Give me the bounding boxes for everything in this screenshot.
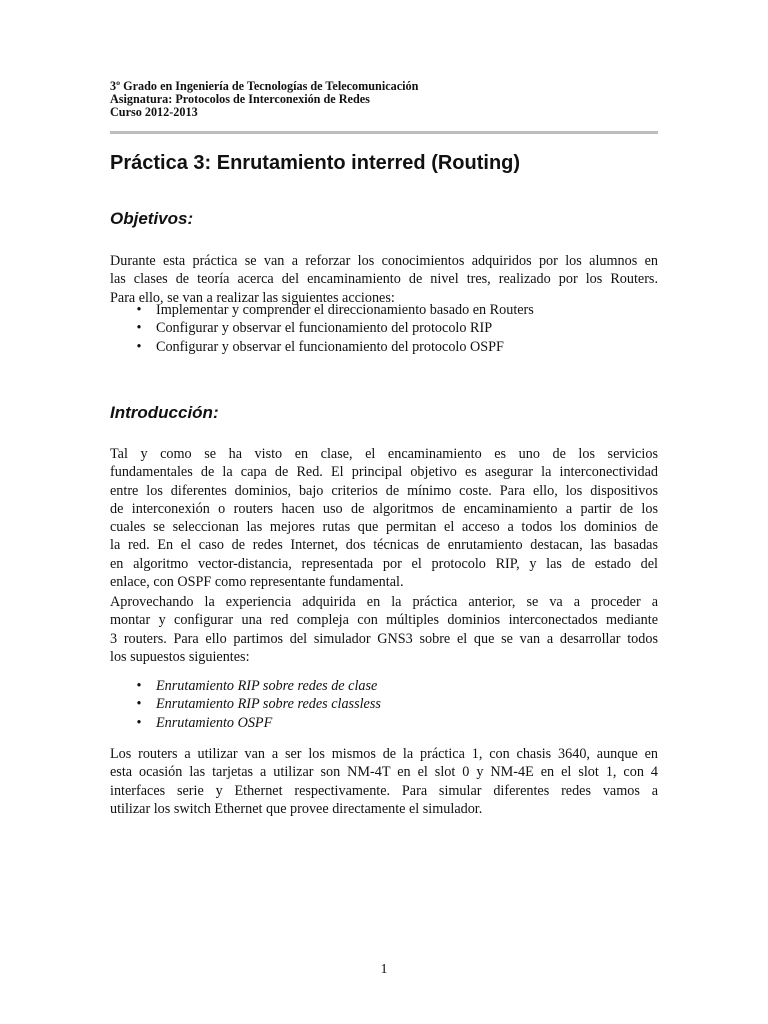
- header-divider: [110, 131, 658, 134]
- bullet-icon: •: [136, 338, 142, 355]
- text-line: interfaces serie y Ethernet respectivamente. Para simular diferentes redes vamos a: [110, 782, 658, 799]
- introduccion-paragraph-3: [110, 745, 658, 818]
- list-item: • Enrutamiento RIP sobre redes de clase: [110, 677, 658, 695]
- bullet-icon: •: [136, 714, 142, 731]
- text-line: utilizar los switch Ethernet que provee directamente el simulador.: [110, 800, 483, 817]
- text-line: en algoritmo vector-distancia, representada por el protocolo RIP, y las de estado del: [110, 555, 658, 572]
- page-title: Práctica 3: Enrutamiento interred (Routing): [110, 152, 521, 174]
- page-number: 1: [380, 962, 388, 977]
- introduccion-paragraph-1: [110, 445, 658, 591]
- header-degree: 3º Grado en Ingeniería de Tecnologías de Telecomunicación: [110, 79, 419, 93]
- objetivos-list: [110, 301, 658, 356]
- text-line: esta ocasión las tarjetas a utilizar son NM-4T en el slot 0 y NM-4E en el slot 1, con 4: [110, 764, 658, 781]
- bullet-icon: •: [136, 302, 142, 318]
- text-line: Los routers a utilizar van a ser los mismos de la práctica 1, con chasis 3640, aunque en: [110, 746, 658, 762]
- objetivos-heading: Objetivos:: [110, 209, 194, 228]
- text-line: Durante esta práctica se van a reforzar los conocimientos adquiridos por los alumnos en: [110, 253, 658, 269]
- list-item: • Enrutamiento RIP sobre redes classless: [110, 695, 658, 713]
- introduccion-list: [110, 677, 658, 732]
- text-line: fundamentales de la capa de Red. El principal objetivo es asegurar la interconectividad: [110, 464, 658, 481]
- list-item: • Implementar y comprender el direccionamiento basado en Routers: [110, 301, 658, 319]
- text-line: de interconexión o routers hacen uso de algoritmos de encaminamiento a partir de los: [110, 500, 658, 517]
- text-line: la red. En el caso de redes Internet, dos técnicas de enrutamiento destacan, las basadas: [110, 537, 658, 554]
- introduccion-paragraph-2: [110, 593, 658, 666]
- text-line: montar y configurar una red compleja con múltiples dominios interconectados mediante: [110, 612, 658, 629]
- list-item: • Configurar y observar el funcionamiento del protocolo OSPF: [110, 338, 658, 356]
- objetivos-intro: [110, 252, 658, 307]
- introduccion-heading: Introducción:: [110, 403, 219, 422]
- text-line: entre los diferentes dominios, bajo criterios de mínimo coste. Para ello, los dispositivos: [110, 482, 658, 499]
- text-line: cuales se seleccionan las mejores rutas que permitan el acceso a todos los dominios de: [110, 519, 658, 536]
- text-line: Tal y como se ha visto en clase, el encaminamiento es uno de los servicios: [110, 446, 658, 462]
- text-line: 3 routers. Para ello partimos del simulador GNS3 sobre el que se van a desarrollar todos: [110, 630, 658, 647]
- bullet-icon: •: [136, 320, 142, 337]
- header-course: Curso 2012-2013: [110, 105, 198, 120]
- bullet-icon: •: [136, 696, 142, 713]
- text-line: los supuestos siguientes:: [110, 648, 250, 665]
- bullet-icon: •: [136, 678, 142, 694]
- text-line: Aprovechando la experiencia adquirida en la práctica anterior, se va a proceder a: [110, 594, 658, 610]
- text-line: enlace, con OSPF como representante fundamental.: [110, 574, 404, 591]
- text-line: las clases de teoría acerca del encaminamiento de nivel tres, realizado por los Routers.: [110, 271, 658, 288]
- list-item: • Enrutamiento OSPF: [110, 714, 658, 732]
- header-subject: Asignatura: Protocolos de Interconexión de Redes: [110, 92, 370, 107]
- course-header: [110, 80, 658, 120]
- text-line: Para ello, se van a realizar las siguientes acciones:: [110, 289, 395, 306]
- list-item: • Configurar y observar el funcionamiento del protocolo RIP: [110, 319, 658, 337]
